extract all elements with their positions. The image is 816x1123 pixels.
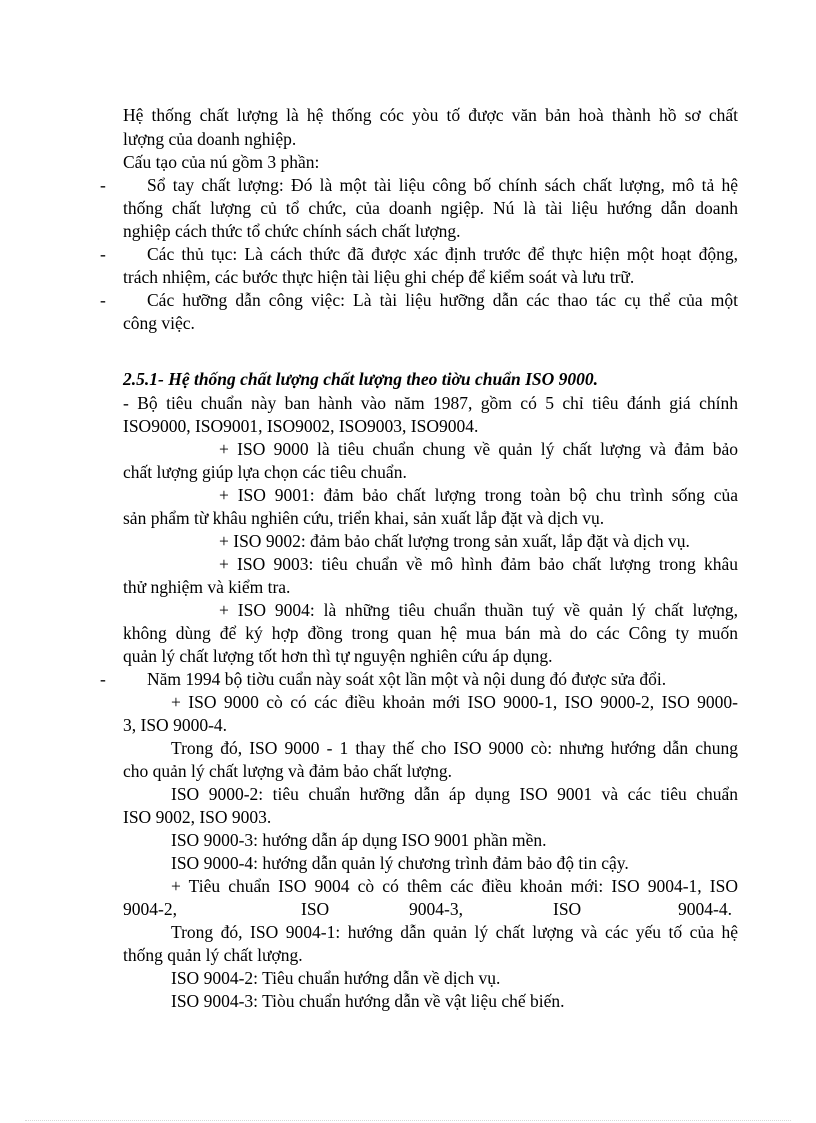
list-item-text: nghiệp cách thức tổ chức chính sách chất lượng. <box>123 221 461 241</box>
list-bullet: - <box>100 290 106 310</box>
paragraph-text: lượng của doanh nghiệp. <box>123 129 297 149</box>
paragraph-text: sản phẩm từ khâu nghiên cứu, triển khai, sản xuất lắp đặt và dịch vụ. <box>123 508 605 528</box>
paragraph-text: + ISO 9002: đảm bảo chất lượng trong sản xuất, lắp đặt và dịch vụ. <box>219 531 690 551</box>
paragraph-text: ISO 9000-2: tiêu chuẩn hưỡng dẫn áp dụng ISO 9001 và các tiêu chuẩn <box>171 784 738 804</box>
paragraph-text: ISO 9000-4: hướng dẫn quản lý chương trình đảm bảo độ tin cậy. <box>171 853 629 873</box>
paragraph-text: + ISO 9004: là những tiêu chuẩn thuần tuý về quản lý chất lượng, <box>219 600 738 620</box>
list-item-text: Các thủ tục: Là cách thức đã được xác định trước để thực hiện một hoạt động, <box>147 244 738 264</box>
paragraph-text: 9004-3, <box>409 899 463 919</box>
paragraph-text: + ISO 9003: tiêu chuẩn về mô hình đảm bảo chất lượng trong khâu <box>219 554 738 574</box>
list-bullet: - <box>100 244 106 264</box>
paragraph-text: ISO 9004-3: Tiòu chuẩn hướng dẫn về vật liệu chế biến. <box>171 991 565 1011</box>
list-item-text: trách nhiệm, các bước thực hiện tài liệu ghi chép để kiểm soát và lưu trữ. <box>123 267 635 287</box>
paragraph-text: ISO9000, ISO9001, ISO9002, ISO9003, ISO9004. <box>123 416 479 436</box>
paragraph-text: + Tiêu chuẩn ISO 9004 cò có thêm các điều khoản mới: ISO 9004-1, ISO <box>171 876 738 896</box>
paragraph-text: ISO 9002, ISO 9003. <box>123 807 272 827</box>
paragraph-text: 3, ISO 9000-4. <box>123 715 228 735</box>
paragraph-text: Cấu tạo của nú gồm 3 phần: <box>123 152 320 172</box>
paragraph-text: Trong đó, ISO 9000 - 1 thay thế cho ISO 9000 cò: nhưng hướng dẫn chung <box>171 738 738 758</box>
paragraph-text: + ISO 9000 cò có các điều khoản mới ISO 9000-1, ISO 9000-2, ISO 9000- <box>171 692 738 712</box>
paragraph-text: thống quản lý chất lượng. <box>123 945 303 965</box>
paragraph-text: + ISO 9001: đảm bảo chất lượng trong toàn bộ chu trình sống của <box>219 485 738 505</box>
list-item-text: Năm 1994 bộ tiờu cuẩn này soát xột lần một và nội dung đó được sửa đổi. <box>147 669 667 689</box>
list-item-text: công việc. <box>123 313 195 333</box>
section-heading: 2.5.1- Hệ thống chất lượng chất lượng theo tiờu chuẩn ISO 9000. <box>123 369 599 389</box>
list-item-text: Sổ tay chất lượng: Đó là một tài liệu công bố chính sách chất lượng, mô tả hệ <box>147 175 738 195</box>
paragraph-text: Trong đó, ISO 9004-1: hướng dẫn quản lý chất lượng và các yếu tố của hệ <box>171 922 738 942</box>
paragraph-text: không dùng để ký hợp đồng trong quan hệ mua bán mà do các Công ty muốn <box>123 623 738 643</box>
paragraph-text: cho quản lý chất lượng và đảm bảo chất lượng. <box>123 761 453 781</box>
paragraph-text: + ISO 9000 là tiêu chuẩn chung về quản lý chất lượng và đảm bảo <box>219 439 738 459</box>
paragraph-text: 9004-2, <box>123 899 177 919</box>
list-item-text: thống chất lượng củ tổ chức, của doanh ngiệp. Nú là tài liệu hướng dẫn doanh <box>123 198 738 218</box>
paragraph-text: ISO 9000-3: hướng dẫn áp dụng ISO 9001 phần mền. <box>171 830 547 850</box>
paragraph-text: Hệ thống chất lượng là hệ thống cóc yòu tố được văn bản hoà thành hồ sơ chất <box>123 105 738 125</box>
list-bullet: - <box>100 175 106 195</box>
page-bottom-divider <box>25 1120 791 1121</box>
paragraph-text: quản lý chất lượng tốt hơn thì tự nguyện nghiên cứu áp dụng. <box>123 646 553 666</box>
paragraph-text: chất lượng giúp lựa chọn các tiêu chuẩn. <box>123 462 407 482</box>
paragraph-text: - Bộ tiêu chuẩn này ban hành vào năm 1987, gồm có 5 chỉ tiêu đánh giá chính <box>123 393 738 413</box>
paragraph-text: ISO <box>553 899 582 919</box>
paragraph-text: 9004-4. <box>678 899 732 919</box>
paragraph-text: ISO 9004-2: Tiêu chuẩn hướng dẫn về dịch vụ. <box>171 968 501 988</box>
paragraph-text: ISO <box>301 899 330 919</box>
list-item-text: Các hưỡng dẫn công việc: Là tài liệu hưỡng dẫn các thao tác cụ thể của một <box>147 290 738 310</box>
paragraph-text: thử nghiệm và kiểm tra. <box>123 577 291 597</box>
list-bullet: - <box>100 669 106 689</box>
